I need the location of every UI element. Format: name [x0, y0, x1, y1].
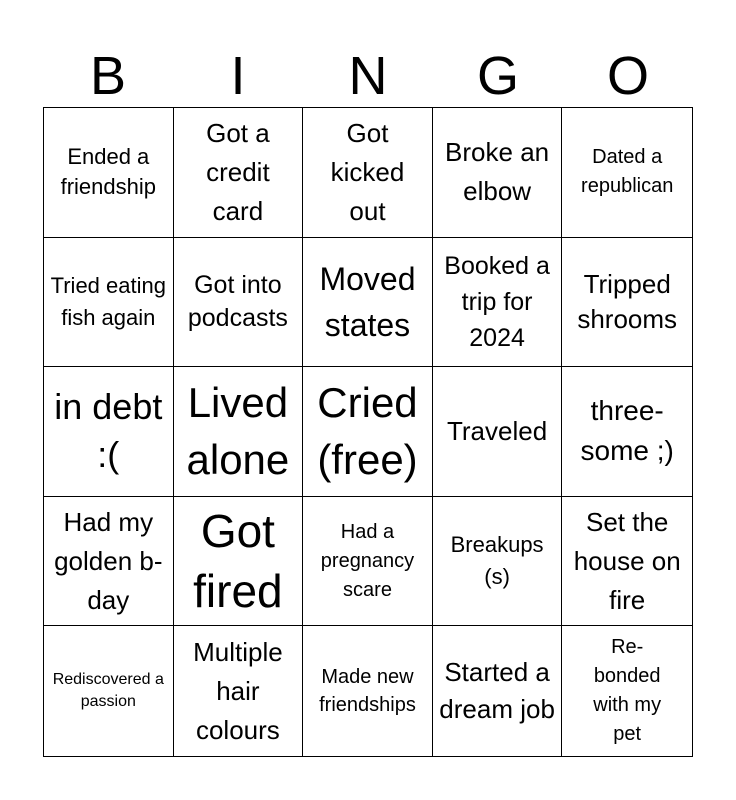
cell-text: Breakups (s) [450, 532, 544, 590]
bingo-cell [562, 367, 692, 497]
header-letter-g: G [476, 46, 519, 106]
header-letter-o: O [606, 46, 649, 106]
bingo-cell [44, 626, 174, 756]
cell-text: Dated a republican [581, 146, 674, 198]
cell-text: Re-bonded with my pet [593, 636, 662, 746]
bingo-cell [174, 626, 304, 756]
cell-text: Made new friendships [319, 666, 416, 717]
bingo-cell [44, 238, 174, 368]
cell-text: Lived alone [186, 379, 290, 484]
cell-text: Booked a trip for 2024 [444, 251, 550, 352]
cell-text: Rediscovered a passion [52, 671, 164, 711]
cell-text: Tried eating fish again [50, 272, 166, 330]
bingo-cell [303, 497, 433, 627]
bingo-cell [562, 626, 692, 756]
cell-text: Multiple hair colours [193, 636, 283, 745]
cell-text: Got kicked out [330, 117, 405, 226]
bingo-header [43, 46, 693, 106]
bingo-cell [303, 108, 433, 238]
cell-text: in debt :( [54, 386, 163, 476]
bingo-cell [433, 626, 563, 756]
bingo-cell [44, 497, 174, 627]
bingo-cell [303, 367, 433, 497]
bingo-cell [174, 367, 304, 497]
bingo-cell [303, 626, 433, 756]
bingo-cell [433, 497, 563, 627]
cell-text: Got a credit card [206, 117, 270, 226]
cell-text: Moved states [319, 260, 416, 343]
header-letter-i: I [230, 46, 246, 106]
bingo-cell [44, 108, 174, 238]
bingo-cell [174, 238, 304, 368]
cell-text: Broke an elbow [445, 137, 550, 207]
bingo-cell [174, 497, 304, 627]
bingo-cell [44, 367, 174, 497]
cell-text: Had my golden b-day [54, 506, 163, 615]
cell-text: Cried (free) [317, 379, 418, 484]
cell-text: Started a dream job [439, 657, 555, 725]
cell-text: Had a pregnancy scare [320, 520, 415, 601]
cell-text: Got fired [193, 505, 283, 618]
bingo-cell [562, 497, 692, 627]
bingo-cell [303, 238, 433, 368]
bingo-cell [433, 108, 563, 238]
cell-text: Ended a friendship [60, 144, 156, 200]
bingo-cell [562, 108, 692, 238]
cell-text: Traveled [446, 415, 548, 446]
bingo-cell [433, 238, 563, 368]
bingo-cell [433, 367, 563, 497]
cell-text: Set the house on fire [573, 506, 681, 615]
header-letter-b: B [89, 46, 127, 106]
cell-text: three-some ;) [580, 395, 674, 467]
header-letter-n: N [348, 46, 388, 106]
bingo-board [43, 107, 693, 757]
bingo-cell [174, 108, 304, 238]
cell-text: Tripped shrooms [577, 268, 678, 334]
bingo-cell [562, 238, 692, 368]
cell-text: Got into podcasts [187, 270, 288, 332]
